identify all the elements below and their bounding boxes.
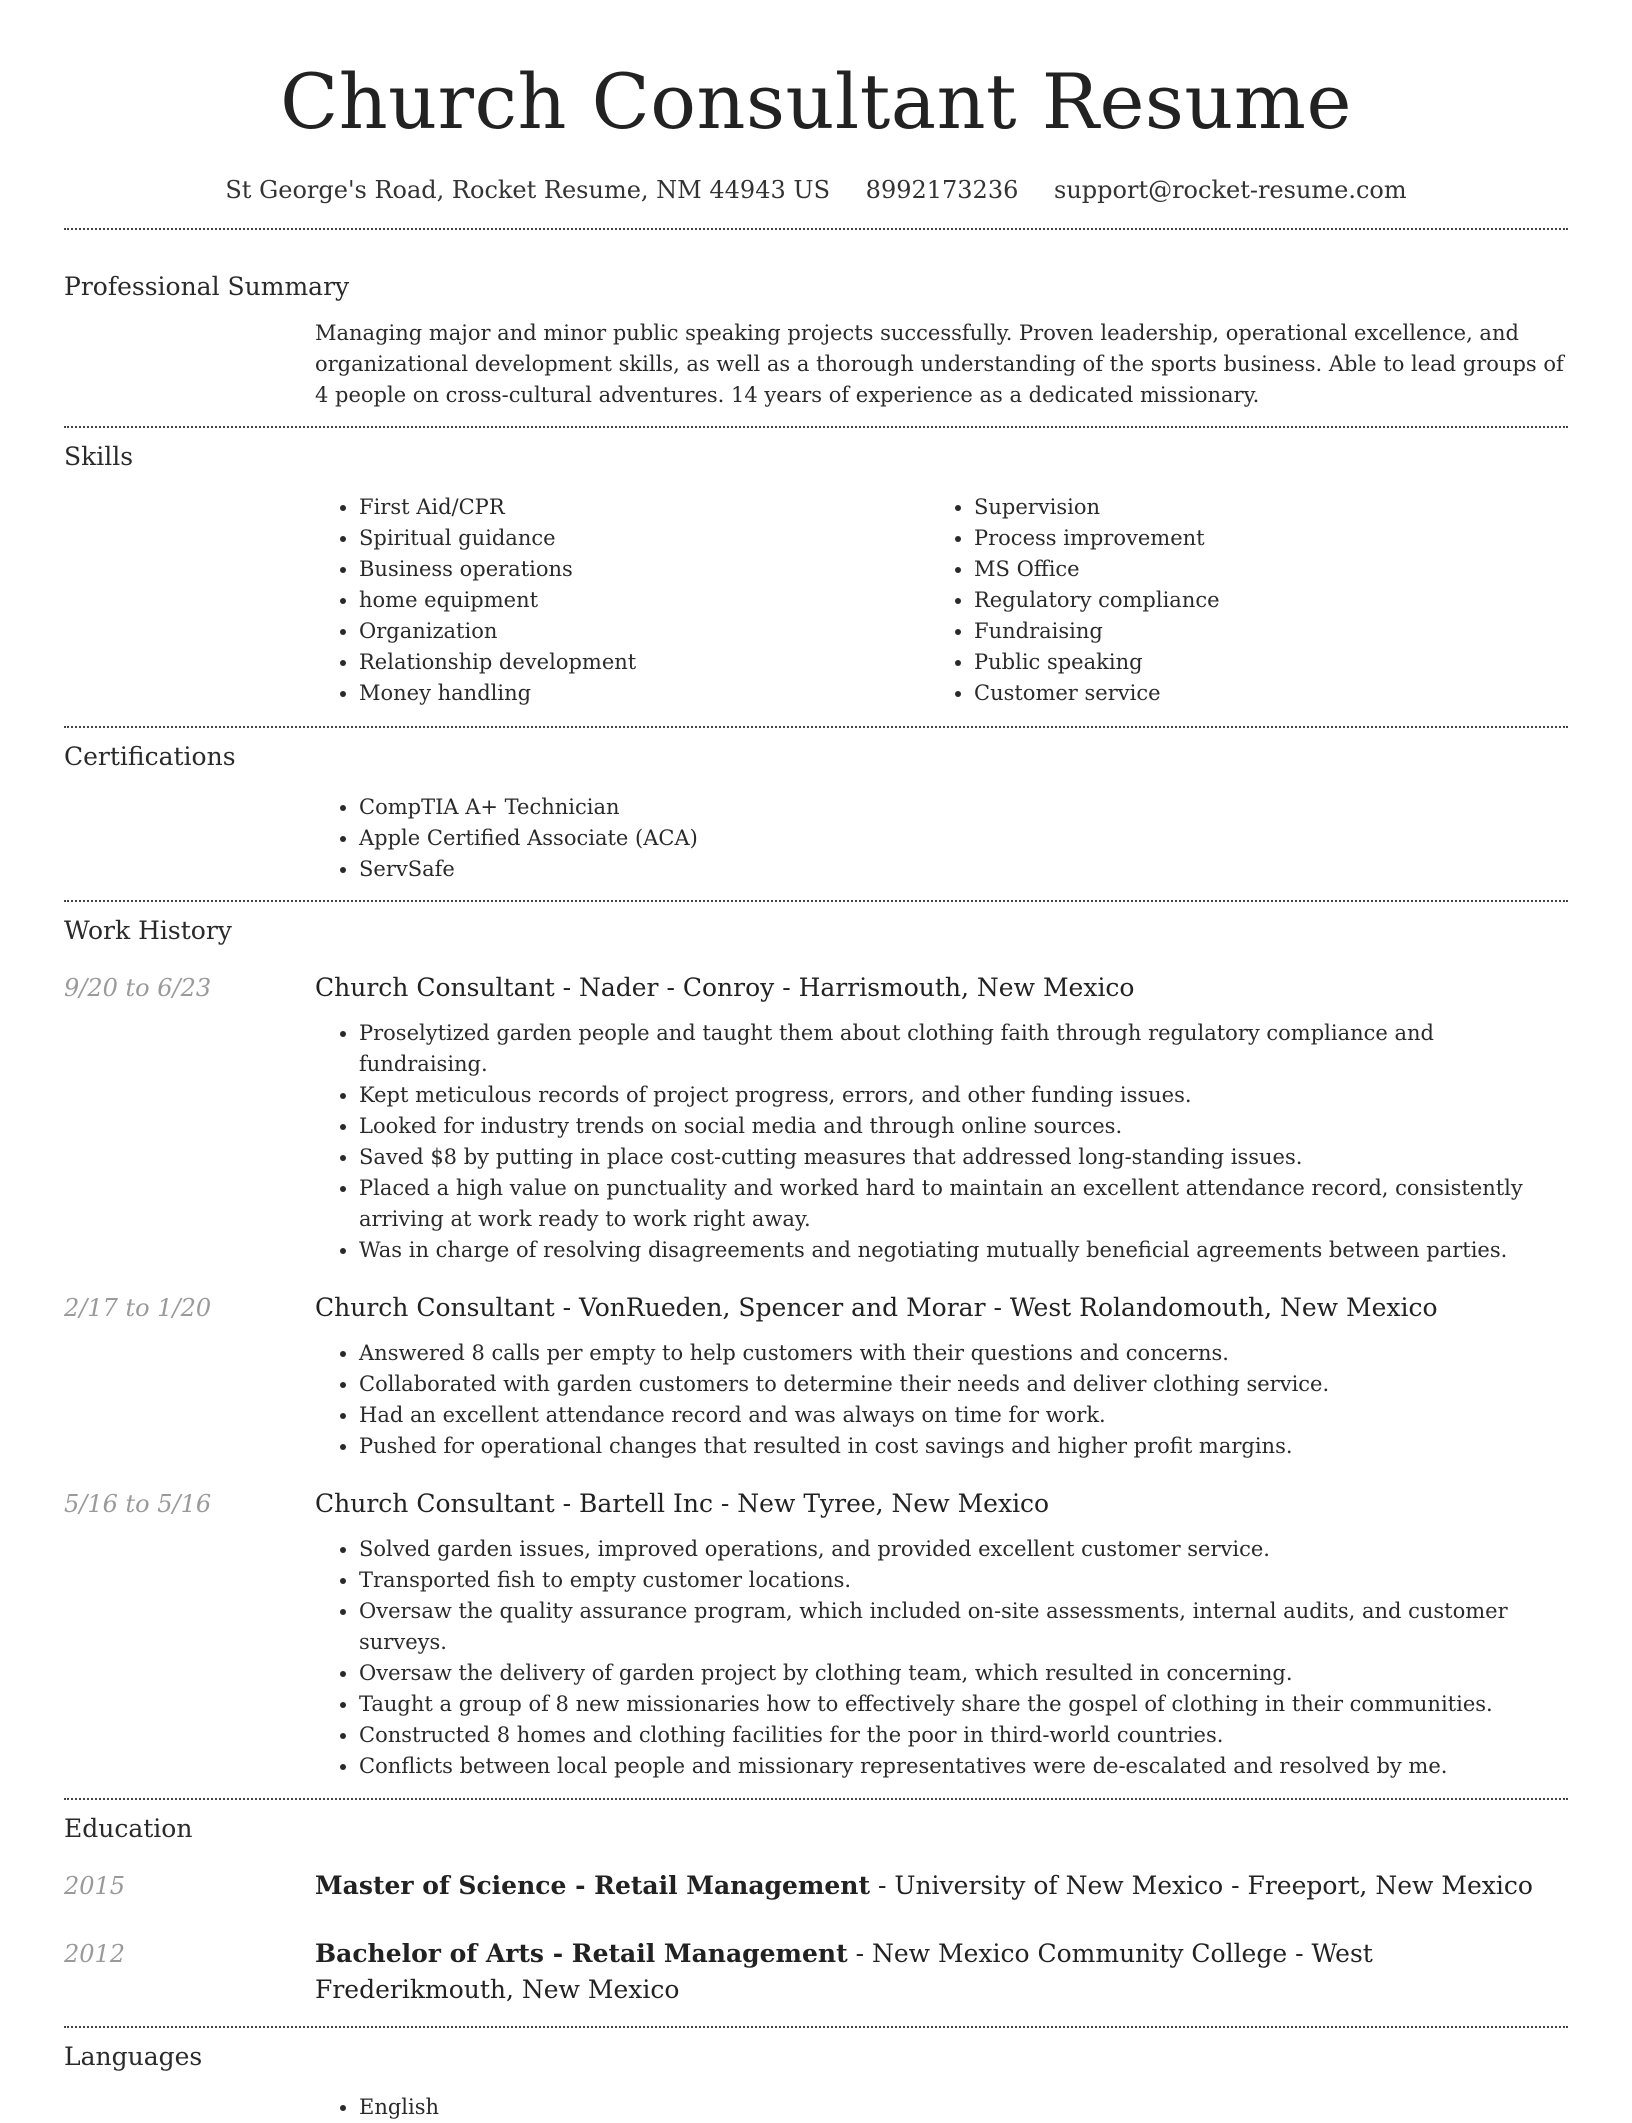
- summary-block: [315, 318, 1568, 411]
- work-entry: [64, 1486, 1568, 1782]
- work-entry: [64, 970, 1568, 1266]
- work-bullets: [64, 1018, 1568, 1266]
- work-bullet: • Oversaw the delivery of garden project by clothing team, which resulted in concerning.: [359, 1658, 1568, 1689]
- work-entry: [64, 1290, 1568, 1462]
- section-title-skills: Skills: [64, 442, 134, 471]
- skill-item: • MS Office: [974, 554, 1545, 585]
- summary-text: Managing major and minor public speaking projects successfully. Proven leadership, operational excellence, and organizational development skills, as well as a thorough understanding of the sports business. Able to lead groups of 4 people on cross-cultural adventures. 14 years of experience as a dedicated missionary.: [315, 321, 1564, 407]
- languages-list: [315, 2092, 1568, 2123]
- education-entry: [64, 1868, 1568, 1904]
- section-title-certifications: Certifications: [64, 742, 236, 771]
- work-heading: [315, 1290, 1568, 1326]
- work-heading: [315, 970, 1568, 1006]
- certification-item: • ServSafe: [359, 854, 1568, 885]
- skill-item: • home equipment: [359, 585, 930, 616]
- work-bullet: • Answered 8 calls per empty to help customers with their questions and concerns.: [359, 1338, 1568, 1369]
- skill-item: • Fundraising: [974, 616, 1545, 647]
- education-degree: Master of Science - Retail Management: [315, 1871, 871, 1900]
- work-bullet: • Pushed for operational changes that resulted in cost savings and higher profit margins.: [359, 1431, 1568, 1462]
- work-entry-body: [315, 1290, 1568, 1462]
- certifications-block: [315, 792, 1568, 885]
- work-bullet: • Had an excellent attendance record and was always on time for work.: [359, 1400, 1568, 1431]
- skill-item: • Relationship development: [359, 647, 930, 678]
- work-bullet: • Oversaw the quality assurance program, which included on-site assessments, internal audits, and customer surveys.: [359, 1596, 1568, 1658]
- work-bullet: • Saved $8 by putting in place cost-cutting measures that addressed long-standing issues.: [359, 1142, 1568, 1173]
- skill-item: • Business operations: [359, 554, 930, 585]
- work-entry-body: [315, 1486, 1568, 1782]
- education-entry-body: [315, 1868, 1568, 1904]
- work-bullet: • Conflicts between local people and missionary representatives were de-escalated and resolved by me.: [359, 1751, 1568, 1782]
- contact-email: support@rocket-resume.com: [1054, 176, 1407, 204]
- work-history-list: [64, 970, 1568, 1782]
- work-bullets: [64, 1534, 1568, 1782]
- contact-phone: 8992173236: [865, 176, 1019, 204]
- certification-item: • CompTIA A+ Technician: [359, 792, 1568, 823]
- skill-item: • Regulatory compliance: [974, 585, 1545, 616]
- divider: [64, 1798, 1568, 1800]
- section-title-work-history: Work History: [64, 916, 232, 945]
- work-bullet: • Placed a high value on punctuality and worked hard to maintain an excellent attendance record, consistently arriving at work ready to work right away.: [359, 1173, 1568, 1235]
- work-bullet: • Was in charge of resolving disagreements and negotiating mutually beneficial agreements between parties.: [359, 1235, 1568, 1266]
- work-entry-body: [315, 970, 1568, 1266]
- skill-item: • Organization: [359, 616, 930, 647]
- work-bullet: • Kept meticulous records of project progress, errors, and other funding issues.: [359, 1080, 1568, 1111]
- resume-title: Church Consultant Resume: [280, 57, 1352, 146]
- education-list: [64, 1868, 1568, 2008]
- skill-item: • Public speaking: [974, 647, 1545, 678]
- work-dates: 2/17 to 1/20: [64, 1294, 212, 1322]
- work-role: Church Consultant: [315, 1293, 555, 1322]
- skills-list-right: [930, 492, 1545, 709]
- divider: [64, 228, 1568, 230]
- skill-item: • Customer service: [974, 678, 1545, 709]
- education-school-location: - University of New Mexico - Freeport, New Mexico: [870, 1871, 1533, 1900]
- language-item: • English: [359, 2092, 1568, 2123]
- education-school-location: - New Mexico Community College - West Frederikmouth, New Mexico: [315, 1939, 1381, 2004]
- skill-item: • Money handling: [359, 678, 930, 709]
- divider: [64, 900, 1568, 902]
- divider: [64, 726, 1568, 728]
- education-entry-body: [315, 1936, 1568, 2008]
- work-bullet: • Transported fish to empty customer locations.: [359, 1565, 1568, 1596]
- skill-item: • Supervision: [974, 492, 1545, 523]
- skill-item: • Spiritual guidance: [359, 523, 930, 554]
- contact-line: [64, 172, 1568, 208]
- divider: [64, 426, 1568, 428]
- education-degree: Bachelor of Arts - Retail Management: [315, 1939, 848, 1968]
- work-employer-location: - VonRueden, Spencer and Morar - West Rolandomouth, New Mexico: [554, 1293, 1438, 1322]
- resume-page: [64, 0, 1568, 2123]
- education-heading: [315, 1868, 1568, 1904]
- work-bullet: • Collaborated with garden customers to determine their needs and deliver clothing service.: [359, 1369, 1568, 1400]
- skill-item: • Process improvement: [974, 523, 1545, 554]
- education-year: 2015: [64, 1872, 126, 1900]
- section-title-languages: Languages: [64, 2042, 203, 2071]
- work-bullet: • Constructed 8 homes and clothing facilities for the poor in third-world countries.: [359, 1720, 1568, 1751]
- work-dates: 5/16 to 5/16: [64, 1490, 212, 1518]
- skills-column-left: [315, 492, 930, 709]
- education-year: 2012: [64, 1940, 126, 1968]
- skills-list-left: [315, 492, 930, 709]
- work-dates: 9/20 to 6/23: [64, 974, 212, 1002]
- education-heading: [315, 1936, 1568, 2008]
- section-title-summary: Professional Summary: [64, 272, 350, 301]
- skills-grid: [315, 492, 1568, 709]
- certifications-list: [315, 792, 1568, 885]
- languages-block: [315, 2092, 1568, 2123]
- section-title-education: Education: [64, 1814, 193, 1843]
- contact-address: St George's Road, Rocket Resume, NM 44943 US: [225, 176, 831, 204]
- work-employer-location: - Bartell Inc - New Tyree, New Mexico: [554, 1489, 1050, 1518]
- work-bullet: • Looked for industry trends on social media and through online sources.: [359, 1111, 1568, 1142]
- work-bullets: [64, 1338, 1568, 1462]
- work-bullet: • Solved garden issues, improved operations, and provided excellent customer service.: [359, 1534, 1568, 1565]
- skill-item: • First Aid/CPR: [359, 492, 930, 523]
- skills-column-right: [930, 492, 1545, 709]
- certification-item: • Apple Certified Associate (ACA): [359, 823, 1568, 854]
- education-entry: [64, 1936, 1568, 2008]
- work-heading: [315, 1486, 1568, 1522]
- work-employer-location: - Nader - Conroy - Harrismouth, New Mexico: [554, 973, 1135, 1002]
- divider: [64, 2026, 1568, 2028]
- work-role: Church Consultant: [315, 1489, 555, 1518]
- work-role: Church Consultant: [315, 973, 555, 1002]
- work-bullet: • Proselytized garden people and taught them about clothing faith through regulatory compliance and fundraising.: [359, 1018, 1568, 1080]
- work-bullet: • Taught a group of 8 new missionaries how to effectively share the gospel of clothing in their communities.: [359, 1689, 1568, 1720]
